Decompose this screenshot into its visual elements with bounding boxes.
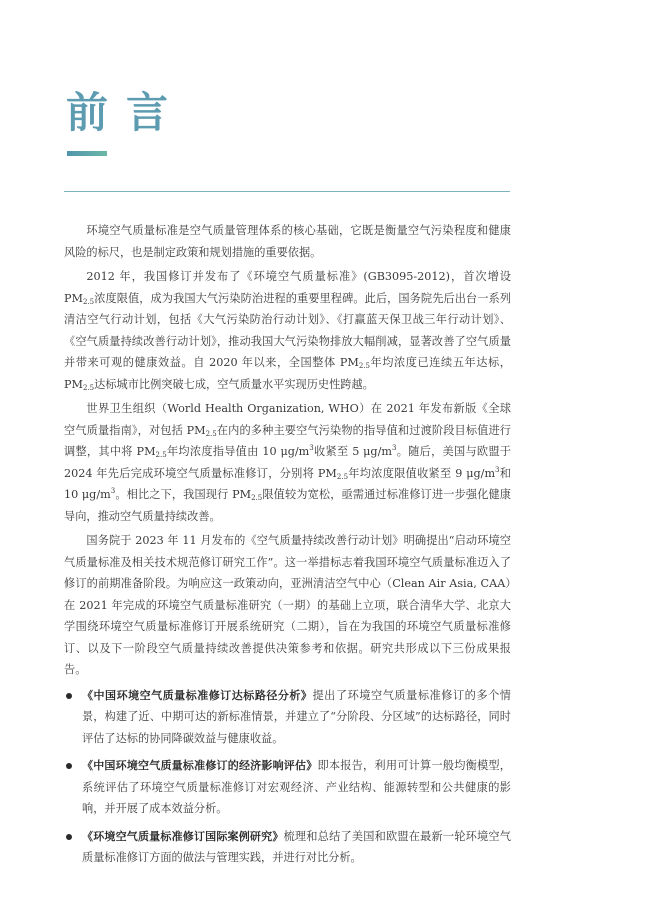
p3-segment: 年均浓度限值收紧至 9 μg/m bbox=[348, 466, 496, 480]
report-description: 即本报告，利用可计算一般均衡模型，系统评估了环境空气质量标准修订对宏观经济、产业结构、能源转型和公共健康的影响，并开展了成本效益分析。 bbox=[82, 759, 511, 815]
p3-segment: 在内的多种主要空气污染物的指导值和过渡阶段目标值进行调整，其中将 PM bbox=[64, 423, 511, 458]
bullet-dot-icon bbox=[66, 693, 72, 699]
p2-segment: 2012 年，我国修订并发布了《环境空气质量标准》(GB3095-2012)，首次增设 PM bbox=[64, 270, 511, 305]
pm-subscript: 2.5 bbox=[205, 429, 217, 438]
list-item bbox=[64, 755, 511, 820]
report-list bbox=[64, 685, 511, 869]
p2-segment: 达标城市比例突破七成，空气质量水平实现历史性跨越。 bbox=[94, 377, 374, 391]
p3-segment: 和 10 μg/m bbox=[64, 466, 511, 501]
cubic-superscript: 3 bbox=[495, 465, 500, 474]
p3-segment: 世界卫生组织（World Health Organization, WHO）在 2021 年发布新版《全球空气质量指南》，对包括 PM bbox=[64, 402, 511, 437]
p2-segment: 浓度限值，成为我国大气污染防治进程的重要里程碑。此后，国务院先后出台一系列清洁空气行动计划，包括《大气污染防治行动计划》、《打赢蓝天保卫战三年行动计划》、《空气质量持续改善行动计划》，推动我国大气污染物排放大幅削减，显著改善了空气质量并带来可观的健康效益。自 2020 年以来，全国整体 PM bbox=[64, 291, 511, 369]
divider-line bbox=[64, 191, 510, 192]
cubic-superscript: 3 bbox=[309, 444, 314, 452]
paragraph-1 bbox=[64, 220, 511, 263]
page-title: 前言 bbox=[66, 88, 187, 137]
report-title: 《中国环境空气质量标准修订的经济影响评估》 bbox=[82, 759, 318, 772]
pm-subscript: 2.5 bbox=[82, 297, 95, 306]
report-description: 提出了环境空气质量标准修订的多个情景，构建了近、中期可达的新标准情景，并建立了“分阶段、分区域”的达标路径，同时评估了达标的协同降碳效益与健康收益。 bbox=[82, 688, 511, 745]
cubic-superscript: 3 bbox=[110, 487, 116, 495]
list-item bbox=[64, 826, 511, 869]
p3-segment: 收紧至 5 μg/m bbox=[313, 445, 392, 458]
cubic-superscript: 3 bbox=[391, 444, 397, 452]
body-text bbox=[64, 220, 511, 875]
pm-subscript: 2.5 bbox=[336, 472, 349, 481]
bullet-dot-icon bbox=[66, 834, 72, 840]
report-title: 《环境空气质量标准修订国际案例研究》 bbox=[82, 829, 284, 843]
bullet-dot-icon bbox=[66, 763, 72, 769]
paragraph-4-text: 国务院于 2023 年 11 月发布的《空气质量持续改善行动计划》明确提出“启动环境空气质量标准及相关技术规范修订研究工作”。这一举措标志着我国环境空气质量标准迈入了修订的前期准备阶段。为响应这一政策动向，亚洲清洁空气中心（Clean Air Asia, CAA）在 2021 年完成的环境空气质量标准研究（一期）的基础上立项，联合清华大学、北京大学围绕环境空气质量标准修订开展系统研究（二期），旨在为我国的环境空气质量标准修订、以及下一阶段空气质量持续改善提供决策参考和依据。研究共形成以下三份成果报告。 bbox=[64, 534, 511, 676]
pm-subscript: 2.5 bbox=[251, 494, 263, 502]
p3-segment: 年均浓度指导值由 10 μg/m bbox=[166, 445, 310, 458]
pm-subscript: 2.5 bbox=[155, 451, 167, 459]
report-description: 梳理和总结了美国和欧盟在最新一轮环境空气质量标准修订方面的做法与管理实践，并进行对比分析。 bbox=[82, 829, 511, 864]
paragraph-3 bbox=[64, 398, 511, 527]
list-item bbox=[64, 685, 511, 750]
p3-segment: 限值较为宽松，亟需通过标准修订进一步强化健康导向，推动空气质量持续改善。 bbox=[64, 488, 511, 523]
paragraph-2 bbox=[64, 266, 511, 395]
p3-segment: 。相比之下，我国现行 PM bbox=[115, 488, 252, 501]
p2-segment: 年均浓度已连续五年达标，PM bbox=[64, 356, 511, 391]
pm-subscript: 2.5 bbox=[82, 383, 95, 392]
title-accent-bar bbox=[67, 151, 107, 156]
pm-subscript: 2.5 bbox=[358, 362, 370, 370]
report-title: 《中国环境空气质量标准修订达标路径分析》 bbox=[82, 688, 313, 702]
paragraph-1-text: 环境空气质量标准是空气质量管理体系的核心基础，它既是衡量空气污染程度和健康风险的标尺，也是制定政策和规划措施的重要依据。 bbox=[64, 224, 511, 259]
paragraph-4 bbox=[64, 530, 511, 681]
p3-segment: 。随后，美国与欧盟于 2024 年先后完成环境空气质量标准修订，分别将 PM bbox=[64, 445, 511, 480]
